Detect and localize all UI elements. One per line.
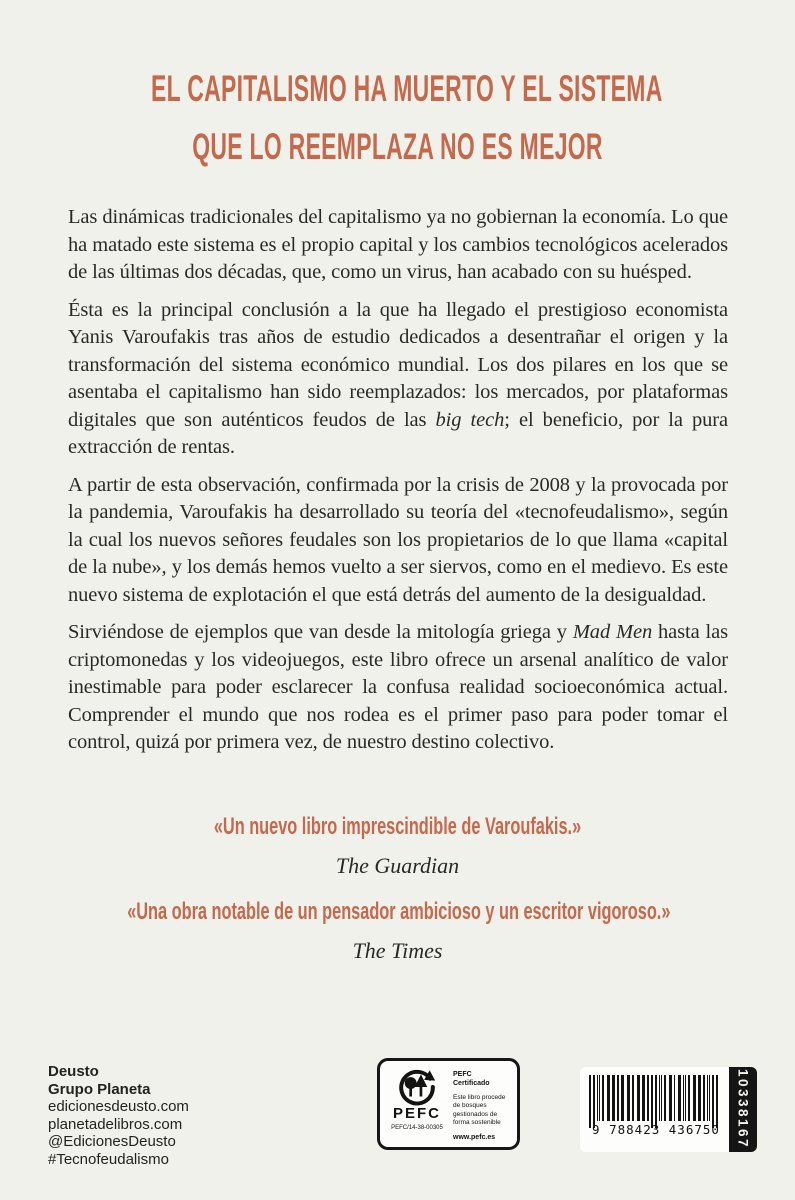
- headline-line-1: EL CAPITALISMO HA MUERTO Y EL SISTEMA: [151, 68, 663, 109]
- barcode-bars: [589, 1075, 723, 1121]
- barcode-box: [580, 1067, 757, 1152]
- synopsis-paragraph-2-text-after: ; el beneficio, por la pura extracción de rentas.: [68, 408, 729, 458]
- synopsis-paragraph-4: [68, 619, 728, 757]
- pefc-certification-label: [377, 1058, 520, 1150]
- synopsis-paragraph-2: [68, 297, 728, 462]
- synopsis-paragraph-1-text: Las dinámicas tradicionales del capitalismo ya no gobiernan la economía. Lo que ha matado este sistema es el propio capital y los cambios tecnológicos acelerados de las últimas dos décadas, que, como un virus, han acabado con su huésped.: [68, 206, 728, 283]
- press-quote-2-text: «Una obra notable de un pensador ambicioso y un escritor vigoroso.»: [127, 898, 671, 925]
- synopsis-italic-term-mad-men: Mad Men: [572, 621, 653, 643]
- publisher-imprint: Deusto: [48, 1063, 99, 1080]
- pefc-description: Este libro procede de bosques gestionados de forma sostenible: [453, 1093, 506, 1126]
- press-quote-2-source: The Times: [352, 938, 443, 963]
- press-quotes: [0, 810, 795, 980]
- pefc-license-code: PEFC/14-38-00305: [391, 1125, 443, 1131]
- synopsis-paragraph-3-text: A partir de esta observación, confirmada por la crisis de 2008 y la provocada por la pandemia, Varoufakis ha desarrollado su teoría del «tecnofeudalismo», según la cual los nuevos señores feudales son los propietarios de lo que llama «capital de la nube», y los demás hemos vuelto a ser siervos, como en el medievo. Es este nuevo sistema de explotación el que está detrás del aumento de la desigualdad.: [68, 473, 728, 606]
- barcode-side-strip: [729, 1067, 757, 1152]
- synopsis-paragraph-4-text: Sirviéndose de ejemplos que van desde la mitología griega y: [68, 621, 573, 643]
- headline: [0, 60, 795, 176]
- pefc-logo-column: [388, 1068, 446, 1142]
- publisher-hashtag: #Tecnofeudalismo: [48, 1150, 169, 1168]
- synopsis-paragraph-2-text: Ésta es la principal conclusión a la que ha llegado el prestigioso economista Yanis Varoufakis tras años de estudio dedicados a desentrañar el origen y la transformación del sistema económico mundial. Los dos pilares en los que se asentaba el capitalismo han sido reemplazados: los mercados, por plataformas digitales que son auténticos feudos de las: [68, 298, 728, 431]
- synopsis-italic-term-big-tech: big tech: [435, 408, 505, 431]
- synopsis: [68, 204, 728, 757]
- pefc-trees-icon: [398, 1068, 436, 1106]
- press-quote-2: [0, 895, 795, 929]
- press-quote-1-source: The Guardian: [335, 853, 460, 878]
- pefc-text-column: [453, 1068, 510, 1142]
- press-quote-1: [0, 810, 795, 844]
- pefc-brand: PEFC: [392, 1105, 441, 1122]
- publisher-social-handle: @EdicionesDeusto: [48, 1133, 176, 1150]
- publisher-block: [48, 1063, 189, 1168]
- publisher-website-2: planetadelibros.com: [48, 1115, 183, 1133]
- synopsis-paragraph-3: [68, 472, 728, 610]
- pefc-url: www.pefc.es: [453, 1134, 496, 1141]
- publisher-website-1: edicionesdeusto.com: [48, 1098, 189, 1115]
- synopsis-paragraph-4-text-after: hasta las criptomonedas y los videojuegos, este libro ofrece un arsenal analítico de valor inestimable para poder esclarecer la confusa realidad socioeconómica actual. Comprender el mundo que nos rodea es el primer paso para poder tomar el control, quizá por primera vez, de nuestro destino colectivo.: [68, 621, 728, 753]
- press-quote-1-text: «Un nuevo libro imprescindible de Varoufakis.»: [213, 813, 582, 840]
- headline-line-2: QUE LO REEMPLAZA NO ES MEJOR: [192, 126, 603, 167]
- barcode-side-number: 10338167: [735, 1069, 751, 1150]
- publisher-group: Grupo Planeta: [48, 1080, 151, 1098]
- pefc-certified-label: PEFC Certificado: [453, 1071, 490, 1087]
- synopsis-paragraph-1: [68, 204, 728, 287]
- barcode-isbn-number: 9 788423 436750: [592, 1122, 720, 1137]
